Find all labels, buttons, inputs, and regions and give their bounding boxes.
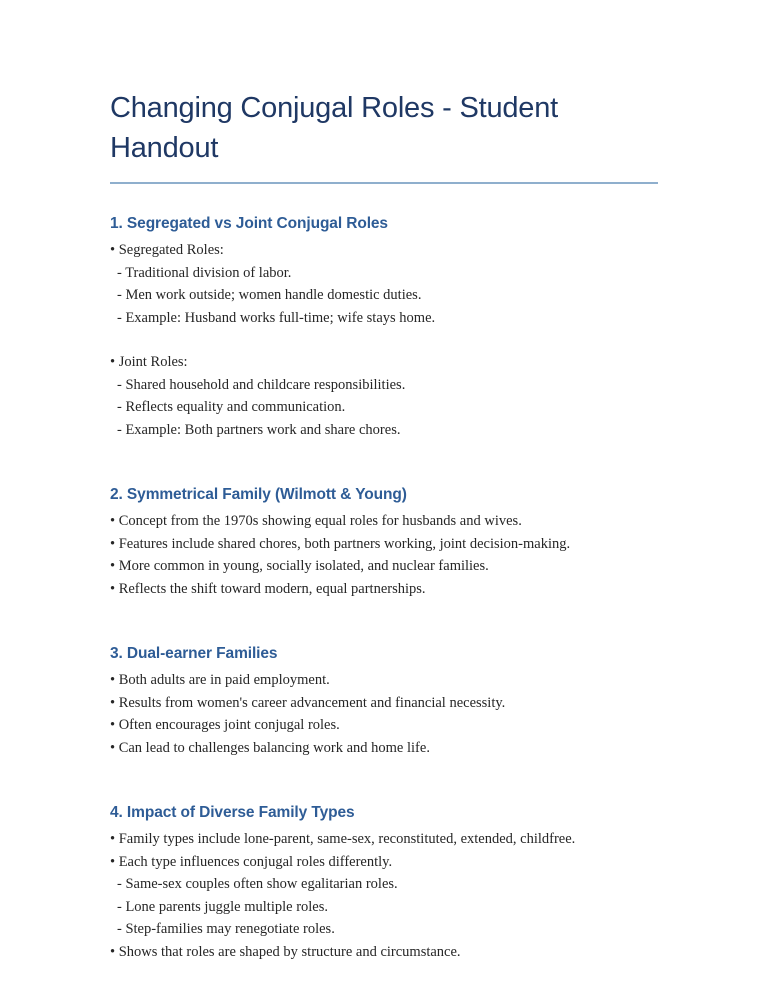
bullet-item: • More common in young, socially isolated, and nuclear families. [110,558,489,574]
sub-bullet-item: - Lone parents juggle multiple roles. [117,898,329,915]
bullet-item: • Segregated Roles: [110,242,224,258]
section-3 [110,644,668,759]
bullet-item: • Results from women's career advancement and financial necessity. [110,694,506,711]
bullet-item: • Concept from the 1970s showing equal roles for husbands and wives. [110,513,522,529]
sub-bullet-item: - Men work outside; women handle domestic duties. [117,287,422,303]
sub-bullet-item: - Step-families may renegotiate roles. [117,921,335,937]
sub-bullet-item: - Shared household and childcare responsibilities. [117,376,406,393]
bullet-item: • Can lead to challenges balancing work and home life. [110,739,430,756]
bullet-item: • Reflects the shift toward modern, equal partnerships. [110,580,426,597]
section-4 [110,803,668,963]
section-heading: 2. Symmetrical Family (Wilmott & Young) [110,486,407,503]
section-heading: 3. Dual-earner Families [110,645,278,662]
spacer [110,329,668,351]
section-2 [110,485,668,600]
sub-bullet-item: - Reflects equality and communication. [117,399,346,415]
bullet-item: • Each type influences conjugal roles differently. [110,853,393,870]
bullet-item: • Often encourages joint conjugal roles. [110,717,340,733]
section-heading: 4. Impact of Diverse Family Types [110,804,355,821]
bullet-item: • Both adults are in paid employment. [110,672,330,688]
section-1 [110,214,668,441]
page-title: Changing Conjugal Roles - Student Handout [110,92,559,164]
sub-bullet-item: - Same-sex couples often show egalitarian roles. [117,876,398,892]
section-heading: 1. Segregated vs Joint Conjugal Roles [110,215,388,232]
document-body [110,214,668,963]
title-divider [110,182,658,184]
bullet-item: • Shows that roles are shaped by structure and circumstance. [110,943,461,960]
sub-bullet-item: - Traditional division of labor. [117,264,292,281]
bullet-item: • Features include shared chores, both partners working, joint decision-making. [110,535,571,552]
sub-bullet-item: - Example: Husband works full-time; wife stays home. [117,309,436,326]
sub-bullet-item: - Example: Both partners work and share chores. [117,421,401,438]
bullet-item: • Joint Roles: [110,354,188,370]
bullet-item: • Family types include lone-parent, same-sex, reconstituted, extended, childfree. [110,831,576,847]
